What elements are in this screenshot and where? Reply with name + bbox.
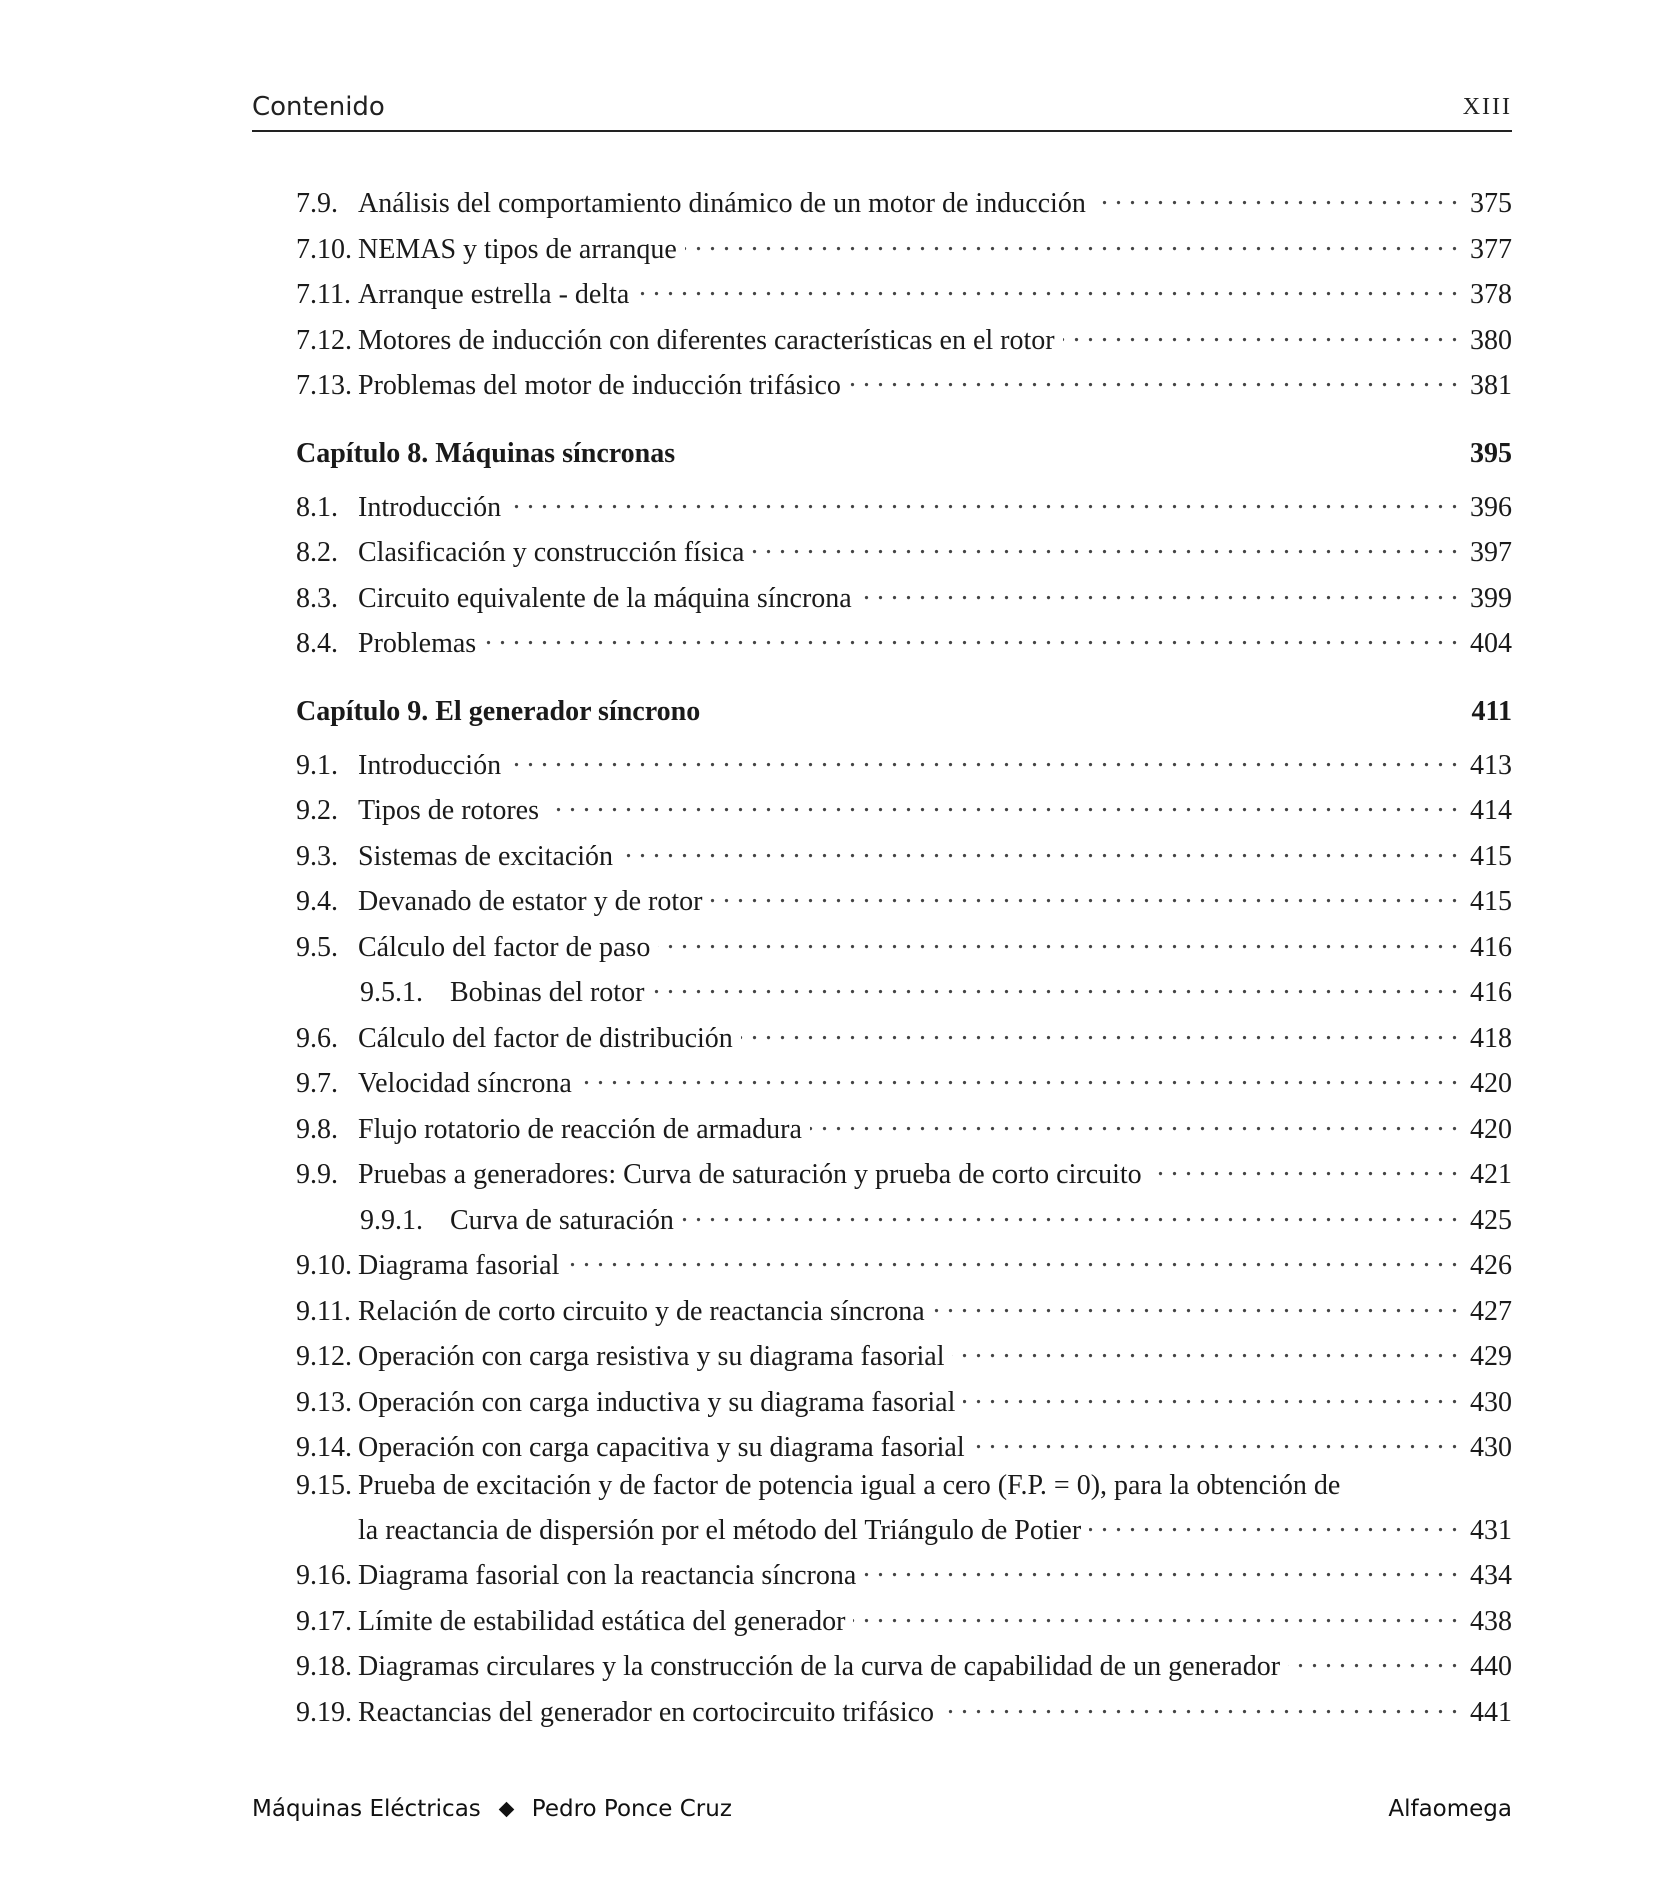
entry-page: 420 <box>1470 1113 1512 1145</box>
toc-entry[interactable] <box>296 1379 1512 1425</box>
entry-page: 441 <box>1470 1696 1512 1728</box>
toc-entry[interactable] <box>296 924 1512 970</box>
entry-number: 9.5. <box>296 931 338 963</box>
toc-entry[interactable] <box>296 1060 1512 1106</box>
header-page-number: XIII <box>1462 94 1512 120</box>
leader-dots <box>741 1015 1458 1047</box>
entry-page: 426 <box>1470 1250 1512 1281</box>
leader-dots <box>752 529 1458 561</box>
entry-page: 396 <box>1470 491 1512 523</box>
toc-entry[interactable] <box>296 1552 1512 1598</box>
entry-page: 378 <box>1470 279 1512 310</box>
entry-title-line1: Prueba de excitación y de factor de potencia igual a cero (F.P. = 0), para la obtención de <box>358 1469 1341 1501</box>
entry-title: Problemas del motor de inducción trifásico <box>358 370 849 402</box>
entry-page: 430 <box>1470 1432 1512 1463</box>
toc-entry[interactable] <box>296 1242 1512 1288</box>
entry-title: Problemas <box>358 628 484 660</box>
entry-number: 9.10. <box>296 1250 352 1281</box>
header-section: Contenido <box>252 92 385 122</box>
toc-entry[interactable] <box>296 1598 1512 1644</box>
entry-title: Velocidad síncrona <box>358 1068 580 1100</box>
entry-page: 421 <box>1470 1159 1512 1190</box>
toc-entry[interactable] <box>296 575 1512 621</box>
entry-title: Diagrama fasorial con la reactancia síncrona <box>358 1560 864 1592</box>
leader-dots <box>952 1333 1458 1365</box>
toc-entry[interactable] <box>296 620 1512 666</box>
entry-page: 438 <box>1470 1605 1512 1637</box>
entry-page: 430 <box>1470 1386 1512 1418</box>
toc-entry[interactable] <box>296 742 1512 788</box>
entry-page: 416 <box>1470 931 1512 963</box>
chapter-page: 395 <box>1470 437 1512 469</box>
entry-number: 9.1. <box>296 749 338 781</box>
entry-number: 7.9. <box>296 188 338 219</box>
chapter-title: Capítulo 9. El generador síncrono <box>296 695 701 727</box>
entry-page: 399 <box>1470 582 1512 614</box>
entry-page: 420 <box>1470 1068 1512 1099</box>
footer-author: Pedro Ponce Cruz <box>531 1796 732 1822</box>
toc-entry[interactable] <box>296 226 1512 272</box>
entry-number: 9.15. <box>296 1469 352 1501</box>
entry-number: 8.2. <box>296 537 338 568</box>
toc-entry[interactable] <box>296 484 1512 530</box>
entry-page: 415 <box>1470 886 1512 917</box>
entry-title: Límite de estabilidad estática del generador <box>358 1606 853 1638</box>
toc-entry[interactable] <box>296 1689 1512 1735</box>
entry-page: 397 <box>1470 537 1512 568</box>
entry-title: Devanado de estator y de rotor <box>358 886 710 918</box>
entry-number: 9.12. <box>296 1341 352 1372</box>
running-footer <box>252 1796 1512 1830</box>
entry-number: 8.3. <box>296 582 338 614</box>
entry-page: 377 <box>1470 233 1512 265</box>
entry-title: Curva de saturación <box>450 1205 682 1237</box>
leader-dots <box>860 575 1458 607</box>
toc-entry[interactable] <box>296 529 1512 575</box>
entry-page: 440 <box>1470 1651 1512 1682</box>
toc-entry[interactable] <box>296 1015 1512 1061</box>
entry-page: 416 <box>1470 977 1512 1008</box>
entry-title: Sistemas de excitación <box>358 841 621 873</box>
table-of-contents <box>296 180 1512 1734</box>
entry-number: 9.8. <box>296 1113 338 1145</box>
leader-dots <box>658 924 1458 956</box>
leader-dots <box>567 1242 1458 1274</box>
entry-title: NEMAS y tipos de arranque <box>358 234 685 266</box>
leader-dots <box>933 1288 1458 1320</box>
entry-title: Diagramas circulares y la construcción de la curva de capabilidad de un generador <box>358 1651 1288 1683</box>
entry-number: 8.1. <box>296 491 338 523</box>
footer-publisher: Alfaomega <box>1388 1796 1512 1822</box>
chapter-heading[interactable] <box>296 438 1512 484</box>
entry-title: Cálculo del factor de distribución <box>358 1023 741 1055</box>
entry-title: Operación con carga resistiva y su diagrama fasorial <box>358 1341 952 1373</box>
entry-number: 9.13. <box>296 1386 352 1418</box>
toc-entry[interactable] <box>296 271 1512 317</box>
entry-number: 9.11. <box>296 1295 351 1327</box>
leader-dots <box>1094 180 1458 212</box>
leader-dots <box>973 1424 1458 1456</box>
running-header <box>252 88 1512 132</box>
entry-title: Introducción <box>358 492 509 524</box>
leader-dots <box>1150 1151 1458 1183</box>
entry-page: 431 <box>1470 1514 1512 1546</box>
entry-title: Motores de inducción con diferentes características en el rotor <box>358 325 1063 357</box>
entry-number: 7.11. <box>296 279 351 310</box>
entry-title: Clasificación y construcción física <box>358 537 752 569</box>
entry-number: 8.4. <box>296 628 338 659</box>
entry-number: 7.10. <box>296 233 352 265</box>
toc-entry[interactable] <box>296 317 1512 363</box>
entry-page: 413 <box>1470 749 1512 781</box>
chapter-heading[interactable] <box>296 696 1512 742</box>
toc-entry[interactable] <box>296 1643 1512 1689</box>
entry-title: Flujo rotatorio de reacción de armadura <box>358 1114 810 1146</box>
entry-number: 9.9. <box>296 1159 338 1190</box>
entry-page: 425 <box>1470 1204 1512 1236</box>
toc-subentry[interactable] <box>296 1197 1512 1243</box>
leader-dots <box>652 969 1458 1001</box>
entry-number: 9.6. <box>296 1022 338 1054</box>
toc-entry[interactable] <box>296 362 1512 408</box>
entry-number: 7.13. <box>296 370 352 401</box>
leader-dots <box>849 362 1458 394</box>
entry-number: 9.14. <box>296 1432 352 1463</box>
toc-entry[interactable] <box>296 1424 1512 1470</box>
toc-entry[interactable] <box>296 787 1512 833</box>
entry-number: 9.9.1. <box>360 1204 423 1236</box>
entry-title: Relación de corto circuito y de reactancia síncrona <box>358 1296 933 1328</box>
toc-entry[interactable] <box>296 180 1512 226</box>
entry-page: 415 <box>1470 840 1512 872</box>
entry-number: 9.5.1. <box>360 977 423 1008</box>
entry-number: 9.7. <box>296 1068 338 1099</box>
entry-page: 381 <box>1470 370 1512 401</box>
toc-entry[interactable] <box>296 833 1512 879</box>
entry-title: Bobinas del rotor <box>450 977 652 1009</box>
entry-title: Reactancias del generador en cortocircuito trifásico <box>358 1697 942 1729</box>
leader-dots <box>1288 1643 1458 1675</box>
leader-dots <box>963 1379 1458 1411</box>
entry-page: 414 <box>1470 795 1512 826</box>
leader-dots <box>637 271 1458 303</box>
leader-dots <box>864 1552 1458 1584</box>
leader-dots <box>621 833 1458 865</box>
leader-dots <box>1063 317 1458 349</box>
toc-entry[interactable] <box>296 1106 1512 1152</box>
entry-title: Operación con carga capacitiva y su diagrama fasorial <box>358 1432 973 1464</box>
leader-dots <box>484 620 1458 652</box>
entry-title: Circuito equivalente de la máquina síncrona <box>358 583 860 615</box>
entry-title: Tipos de rotores <box>358 795 547 827</box>
entry-page: 380 <box>1470 324 1512 356</box>
toc-entry[interactable] <box>296 1333 1512 1379</box>
entry-number: 9.4. <box>296 886 338 917</box>
leader-dots <box>810 1106 1458 1138</box>
entry-page: 429 <box>1470 1341 1512 1372</box>
entry-number: 9.2. <box>296 795 338 826</box>
leader-dots <box>509 742 1458 774</box>
leader-dots <box>942 1689 1458 1721</box>
leader-dots <box>853 1598 1458 1630</box>
toc-entry[interactable] <box>296 1151 1512 1197</box>
chapter-page: 411 <box>1471 695 1512 727</box>
entry-number: 9.17. <box>296 1605 352 1637</box>
entry-title: Análisis del comportamiento dinámico de un motor de inducción <box>358 188 1094 220</box>
entry-page: 404 <box>1470 628 1512 659</box>
diamond-icon <box>499 1801 515 1817</box>
entry-title-line2: la reactancia de dispersión por el método del Triángulo de Potier <box>358 1515 1089 1547</box>
entry-title: Introducción <box>358 750 509 782</box>
entry-title: Diagrama fasorial <box>358 1250 567 1282</box>
entry-title: Operación con carga inductiva y su diagrama fasorial <box>358 1387 963 1419</box>
leader-dots <box>682 1197 1458 1229</box>
leader-dots <box>710 878 1458 910</box>
entry-page: 434 <box>1470 1560 1512 1591</box>
toc-entry[interactable] <box>296 1288 1512 1334</box>
entry-page: 427 <box>1470 1295 1512 1327</box>
entry-page: 375 <box>1470 188 1512 219</box>
entry-number: 7.12. <box>296 324 352 356</box>
entry-number: 9.18. <box>296 1651 352 1682</box>
entry-number: 9.3. <box>296 840 338 872</box>
entry-number: 9.16. <box>296 1560 352 1591</box>
entry-page: 418 <box>1470 1022 1512 1054</box>
leader-dots <box>685 226 1458 258</box>
leader-dots <box>547 787 1458 819</box>
entry-title: Cálculo del factor de paso <box>358 932 658 964</box>
leader-dots <box>580 1060 1458 1092</box>
chapter-title: Capítulo 8. Máquinas síncronas <box>296 437 676 469</box>
entry-title: Pruebas a generadores: Curva de saturación y prueba de corto circuito <box>358 1159 1150 1191</box>
toc-subentry[interactable] <box>296 969 1512 1015</box>
footer-book-title: Máquinas Eléctricas <box>252 1796 481 1822</box>
entry-title: Arranque estrella - delta <box>358 279 637 311</box>
entry-number: 9.19. <box>296 1696 352 1728</box>
leader-dots <box>509 484 1458 516</box>
toc-entry[interactable] <box>296 878 1512 924</box>
toc-entry-multiline[interactable] <box>296 1470 1512 1553</box>
leader-dots <box>1089 1507 1458 1539</box>
